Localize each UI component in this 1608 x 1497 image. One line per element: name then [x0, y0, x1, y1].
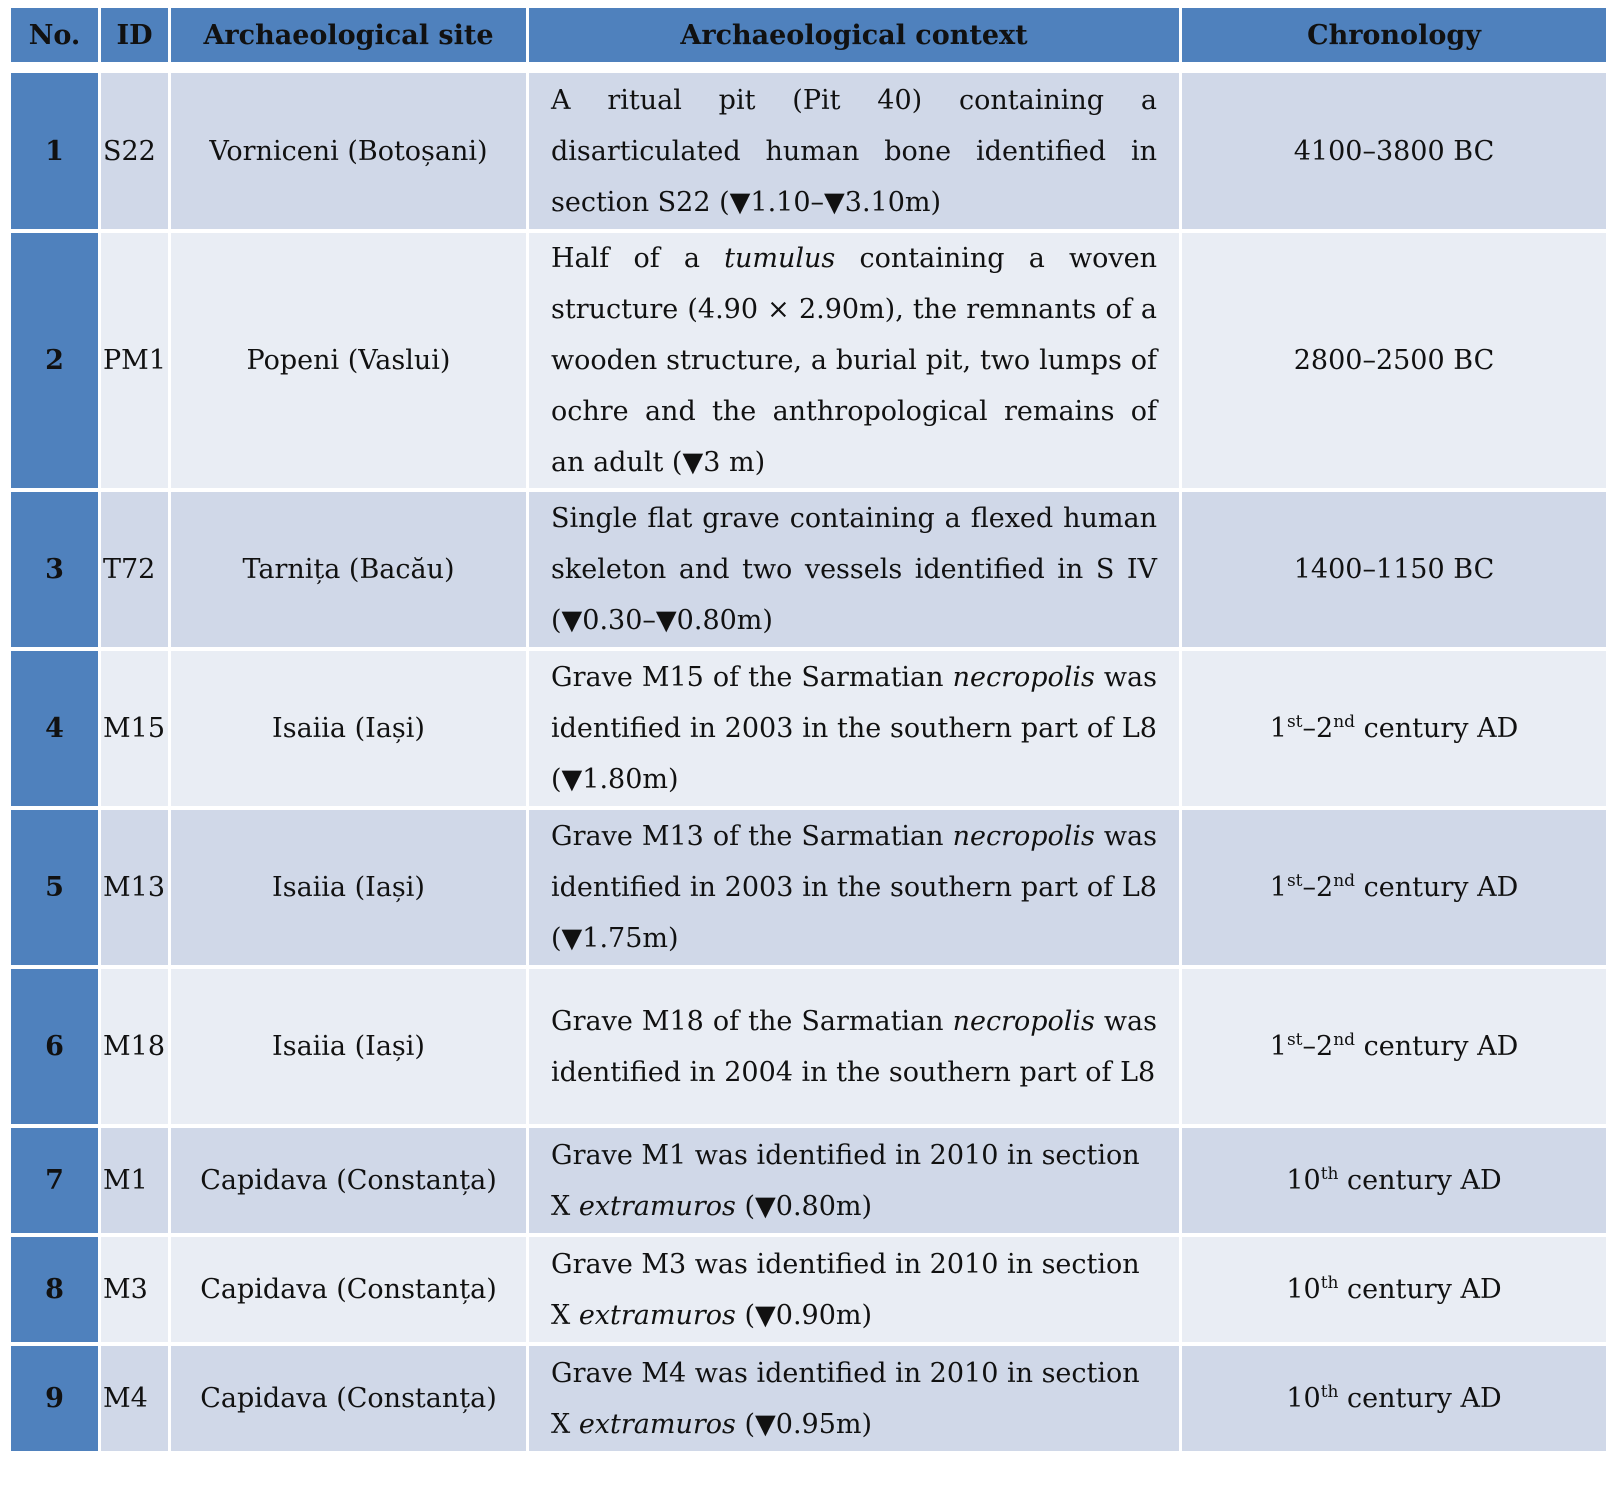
row-no: 1 [11, 73, 101, 229]
row-id: T72 [101, 492, 171, 647]
table-row [11, 651, 1606, 810]
row-context: Grave M15 of the Sarmatian necropolis was identified in 2003 in the southern part of L8 (▼1.80m) [529, 651, 1182, 806]
row-chronology: 10th century AD [1182, 1128, 1606, 1233]
row-chronology: 10th century AD [1182, 1346, 1606, 1451]
row-no: 6 [11, 969, 101, 1124]
table-row [11, 1237, 1606, 1346]
row-id: M13 [101, 810, 171, 965]
row-no: 5 [11, 810, 101, 965]
row-no: 9 [11, 1346, 101, 1451]
row-no: 8 [11, 1237, 101, 1342]
header-id: ID [101, 8, 171, 62]
row-context: Half of a tumulus containing a woven structure (4.90 × 2.90m), the remnants of a wooden structure, a burial pit, two lumps of ochre and the anthropological remains of an adult (▼3 m) [529, 233, 1182, 488]
row-context: Grave M18 of the Sarmatian necropolis was identified in 2004 in the southern part of L8 [529, 969, 1182, 1124]
row-site: Capidava (Constanța) [171, 1346, 529, 1451]
table-row [11, 969, 1606, 1128]
header-site: Archaeological site [171, 8, 529, 62]
row-site: Isaiia (Iași) [171, 969, 529, 1124]
row-chronology: 1st–2nd century AD [1182, 651, 1606, 806]
row-site: Isaiia (Iași) [171, 810, 529, 965]
row-id: M15 [101, 651, 171, 806]
row-site: Capidava (Constanța) [171, 1237, 529, 1342]
row-id: PM1 [101, 233, 171, 488]
row-chronology: 1st–2nd century AD [1182, 969, 1606, 1124]
row-no: 4 [11, 651, 101, 806]
row-id: S22 [101, 73, 171, 229]
row-context: Single flat grave containing a flexed human skeleton and two vessels identified in S IV (▼0.30–▼0.80m) [529, 492, 1182, 647]
row-context: Grave M3 was identified in 2010 in section X extramuros (▼0.90m) [529, 1237, 1182, 1342]
row-chronology: 1400–1150 BC [1182, 492, 1606, 647]
row-chronology: 4100–3800 BC [1182, 73, 1606, 229]
row-id: M3 [101, 1237, 171, 1342]
header-separator [11, 62, 1606, 73]
row-site: Tarnița (Bacău) [171, 492, 529, 647]
row-site: Popeni (Vaslui) [171, 233, 529, 488]
row-no: 7 [11, 1128, 101, 1233]
row-id: M18 [101, 969, 171, 1124]
table-row [11, 233, 1606, 492]
row-chronology: 2800–2500 BC [1182, 233, 1606, 488]
row-context: A ritual pit (Pit 40) containing a disarticulated human bone identified in section S22 (▼1.10–▼3.10m) [529, 73, 1182, 229]
row-site: Vorniceni (Botoșani) [171, 73, 529, 229]
header-context: Archaeological context [529, 8, 1182, 62]
row-chronology: 1st–2nd century AD [1182, 810, 1606, 965]
table-row [11, 810, 1606, 969]
row-context: Grave M4 was identified in 2010 in section X extramuros (▼0.95m) [529, 1346, 1182, 1451]
table-row [11, 1128, 1606, 1237]
row-id: M1 [101, 1128, 171, 1233]
table-row [11, 492, 1606, 651]
row-id: M4 [101, 1346, 171, 1451]
row-site: Isaiia (Iași) [171, 651, 529, 806]
row-context: Grave M13 of the Sarmatian necropolis was identified in 2003 in the southern part of L8 (▼1.75m) [529, 810, 1182, 965]
row-no: 2 [11, 233, 101, 488]
data-table [11, 8, 1606, 1455]
row-chronology: 10th century AD [1182, 1237, 1606, 1342]
header-no: No. [11, 8, 101, 62]
table-row [11, 73, 1606, 233]
row-context: Grave M1 was identified in 2010 in section X extramuros (▼0.80m) [529, 1128, 1182, 1233]
header-row [11, 8, 1606, 62]
header-chronology: Chronology [1182, 8, 1606, 62]
row-no: 3 [11, 492, 101, 647]
row-site: Capidava (Constanța) [171, 1128, 529, 1233]
table-row [11, 1346, 1606, 1455]
